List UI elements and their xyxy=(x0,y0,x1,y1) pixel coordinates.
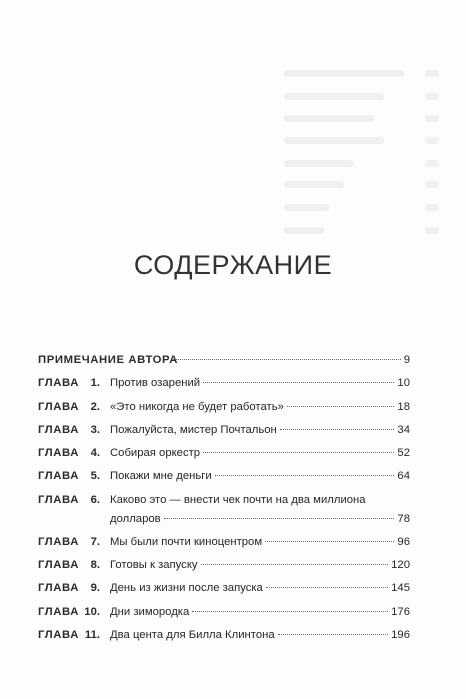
chapter-title: День из жизни после запуска xyxy=(110,582,263,595)
chapter-label: ГЛАВА xyxy=(38,423,79,436)
page-number: 64 xyxy=(397,470,410,483)
toc-entry-chapter-5[interactable] xyxy=(38,465,410,488)
author-note-leader xyxy=(170,349,410,372)
dot-leader xyxy=(265,541,394,542)
toc-entry-chapter-1[interactable] xyxy=(38,372,410,395)
table-of-contents xyxy=(38,349,410,647)
chapter-label: ГЛАВА xyxy=(38,559,79,572)
toc-entry-chapter-6[interactable] xyxy=(38,489,410,531)
chapter-number: 7. xyxy=(90,535,100,548)
page-number: 34 xyxy=(397,423,410,436)
chapter-title-line xyxy=(110,372,410,395)
chapter-title-line xyxy=(110,554,410,577)
chapter-number: 9. xyxy=(90,582,100,595)
toc-entry-chapter-3[interactable] xyxy=(38,419,410,442)
toc-entry-chapter-10[interactable] xyxy=(38,601,410,624)
chapter-label: ГЛАВА xyxy=(38,628,79,641)
chapter-label: ГЛАВА xyxy=(38,582,79,595)
chapter-label: ГЛАВА xyxy=(38,400,79,413)
chapter-number: 11. xyxy=(84,628,100,641)
chapter-number: 5. xyxy=(90,470,100,483)
toc-entry-chapter-9[interactable] xyxy=(38,577,410,600)
dot-leader xyxy=(192,611,388,612)
toc-entry-chapter-8[interactable] xyxy=(38,554,410,577)
chapter-label: ГЛАВА xyxy=(38,493,79,506)
chapter-title: Против озарений xyxy=(110,377,201,390)
page-number: 120 xyxy=(391,559,410,572)
chapter-title-line xyxy=(110,577,410,600)
chapter-title-line xyxy=(110,624,410,647)
chapter-title: Пожалуйста, мистер Почтальон xyxy=(110,423,277,436)
page-number: 96 xyxy=(397,535,410,548)
page-number: 18 xyxy=(397,400,410,413)
chapter-number: 2. xyxy=(90,400,100,413)
page-number: 9 xyxy=(403,354,410,366)
page-title: СОДЕРЖАНИЕ xyxy=(133,250,333,280)
toc-entry-chapter-2[interactable] xyxy=(38,396,410,419)
page-number: 78 xyxy=(397,512,410,525)
chapter-label: ГЛАВА xyxy=(38,470,79,483)
dot-leader xyxy=(215,475,395,476)
chapter-number: 1. xyxy=(90,377,100,390)
chapter-title-line xyxy=(110,419,410,442)
dot-leader xyxy=(164,518,395,519)
dot-leader xyxy=(287,406,395,407)
dot-leader xyxy=(201,564,389,565)
chapter-title-line-1: Каково это — внести чек почти на два миллиона xyxy=(110,493,366,506)
bleed-through-text xyxy=(0,0,466,260)
page-number: 145 xyxy=(391,582,410,595)
page-number: 176 xyxy=(391,605,410,618)
toc-entry-chapter-4[interactable] xyxy=(38,442,410,465)
chapter-title-line xyxy=(110,465,410,488)
chapter-title-line xyxy=(110,442,410,465)
dot-leader xyxy=(266,587,388,588)
chapter-number: 6. xyxy=(90,493,100,506)
chapter-title: Собирая оркестр xyxy=(110,447,201,460)
chapter-title: «Это никогда не будет работать» xyxy=(110,400,284,413)
chapter-label: ГЛАВА xyxy=(38,377,79,390)
page-number: 52 xyxy=(397,447,410,460)
chapter-title: Покажи мне деньги xyxy=(110,470,212,483)
chapter-title-line xyxy=(110,531,410,554)
dot-leader xyxy=(278,634,389,635)
page-number: 196 xyxy=(391,628,410,641)
chapter-label: ГЛАВА xyxy=(38,535,79,548)
toc-entry-chapter-11[interactable] xyxy=(38,624,410,647)
chapter-title: Два цента для Билла Клинтона xyxy=(110,628,275,641)
chapter-title: Дни зимородка xyxy=(110,605,190,618)
toc-entry-chapter-7[interactable] xyxy=(38,531,410,554)
dot-leader xyxy=(280,429,395,430)
chapter-title-continued: долларов xyxy=(110,512,161,525)
chapter-number: 4. xyxy=(90,447,100,460)
dot-leader xyxy=(173,359,401,360)
chapter-label: ГЛАВА xyxy=(38,605,79,618)
chapter-title-line-2 xyxy=(110,508,410,531)
chapter-number: 10. xyxy=(84,605,100,618)
author-note-label: ПРИМЕЧАНИЕ АВТОРА xyxy=(38,354,178,366)
chapter-title-line xyxy=(110,601,410,624)
dot-leader xyxy=(203,382,394,383)
chapter-label: ГЛАВА xyxy=(38,447,79,460)
page-number: 10 xyxy=(397,377,410,390)
chapter-title: Мы были почти киноцентром xyxy=(110,535,263,548)
dot-leader xyxy=(203,452,394,453)
chapter-title: Готовы к запуску xyxy=(110,559,198,572)
chapter-title-line xyxy=(110,396,410,419)
chapter-number: 3. xyxy=(90,423,100,436)
toc-entry-author-note[interactable] xyxy=(38,349,410,372)
chapter-number: 8. xyxy=(90,559,100,572)
